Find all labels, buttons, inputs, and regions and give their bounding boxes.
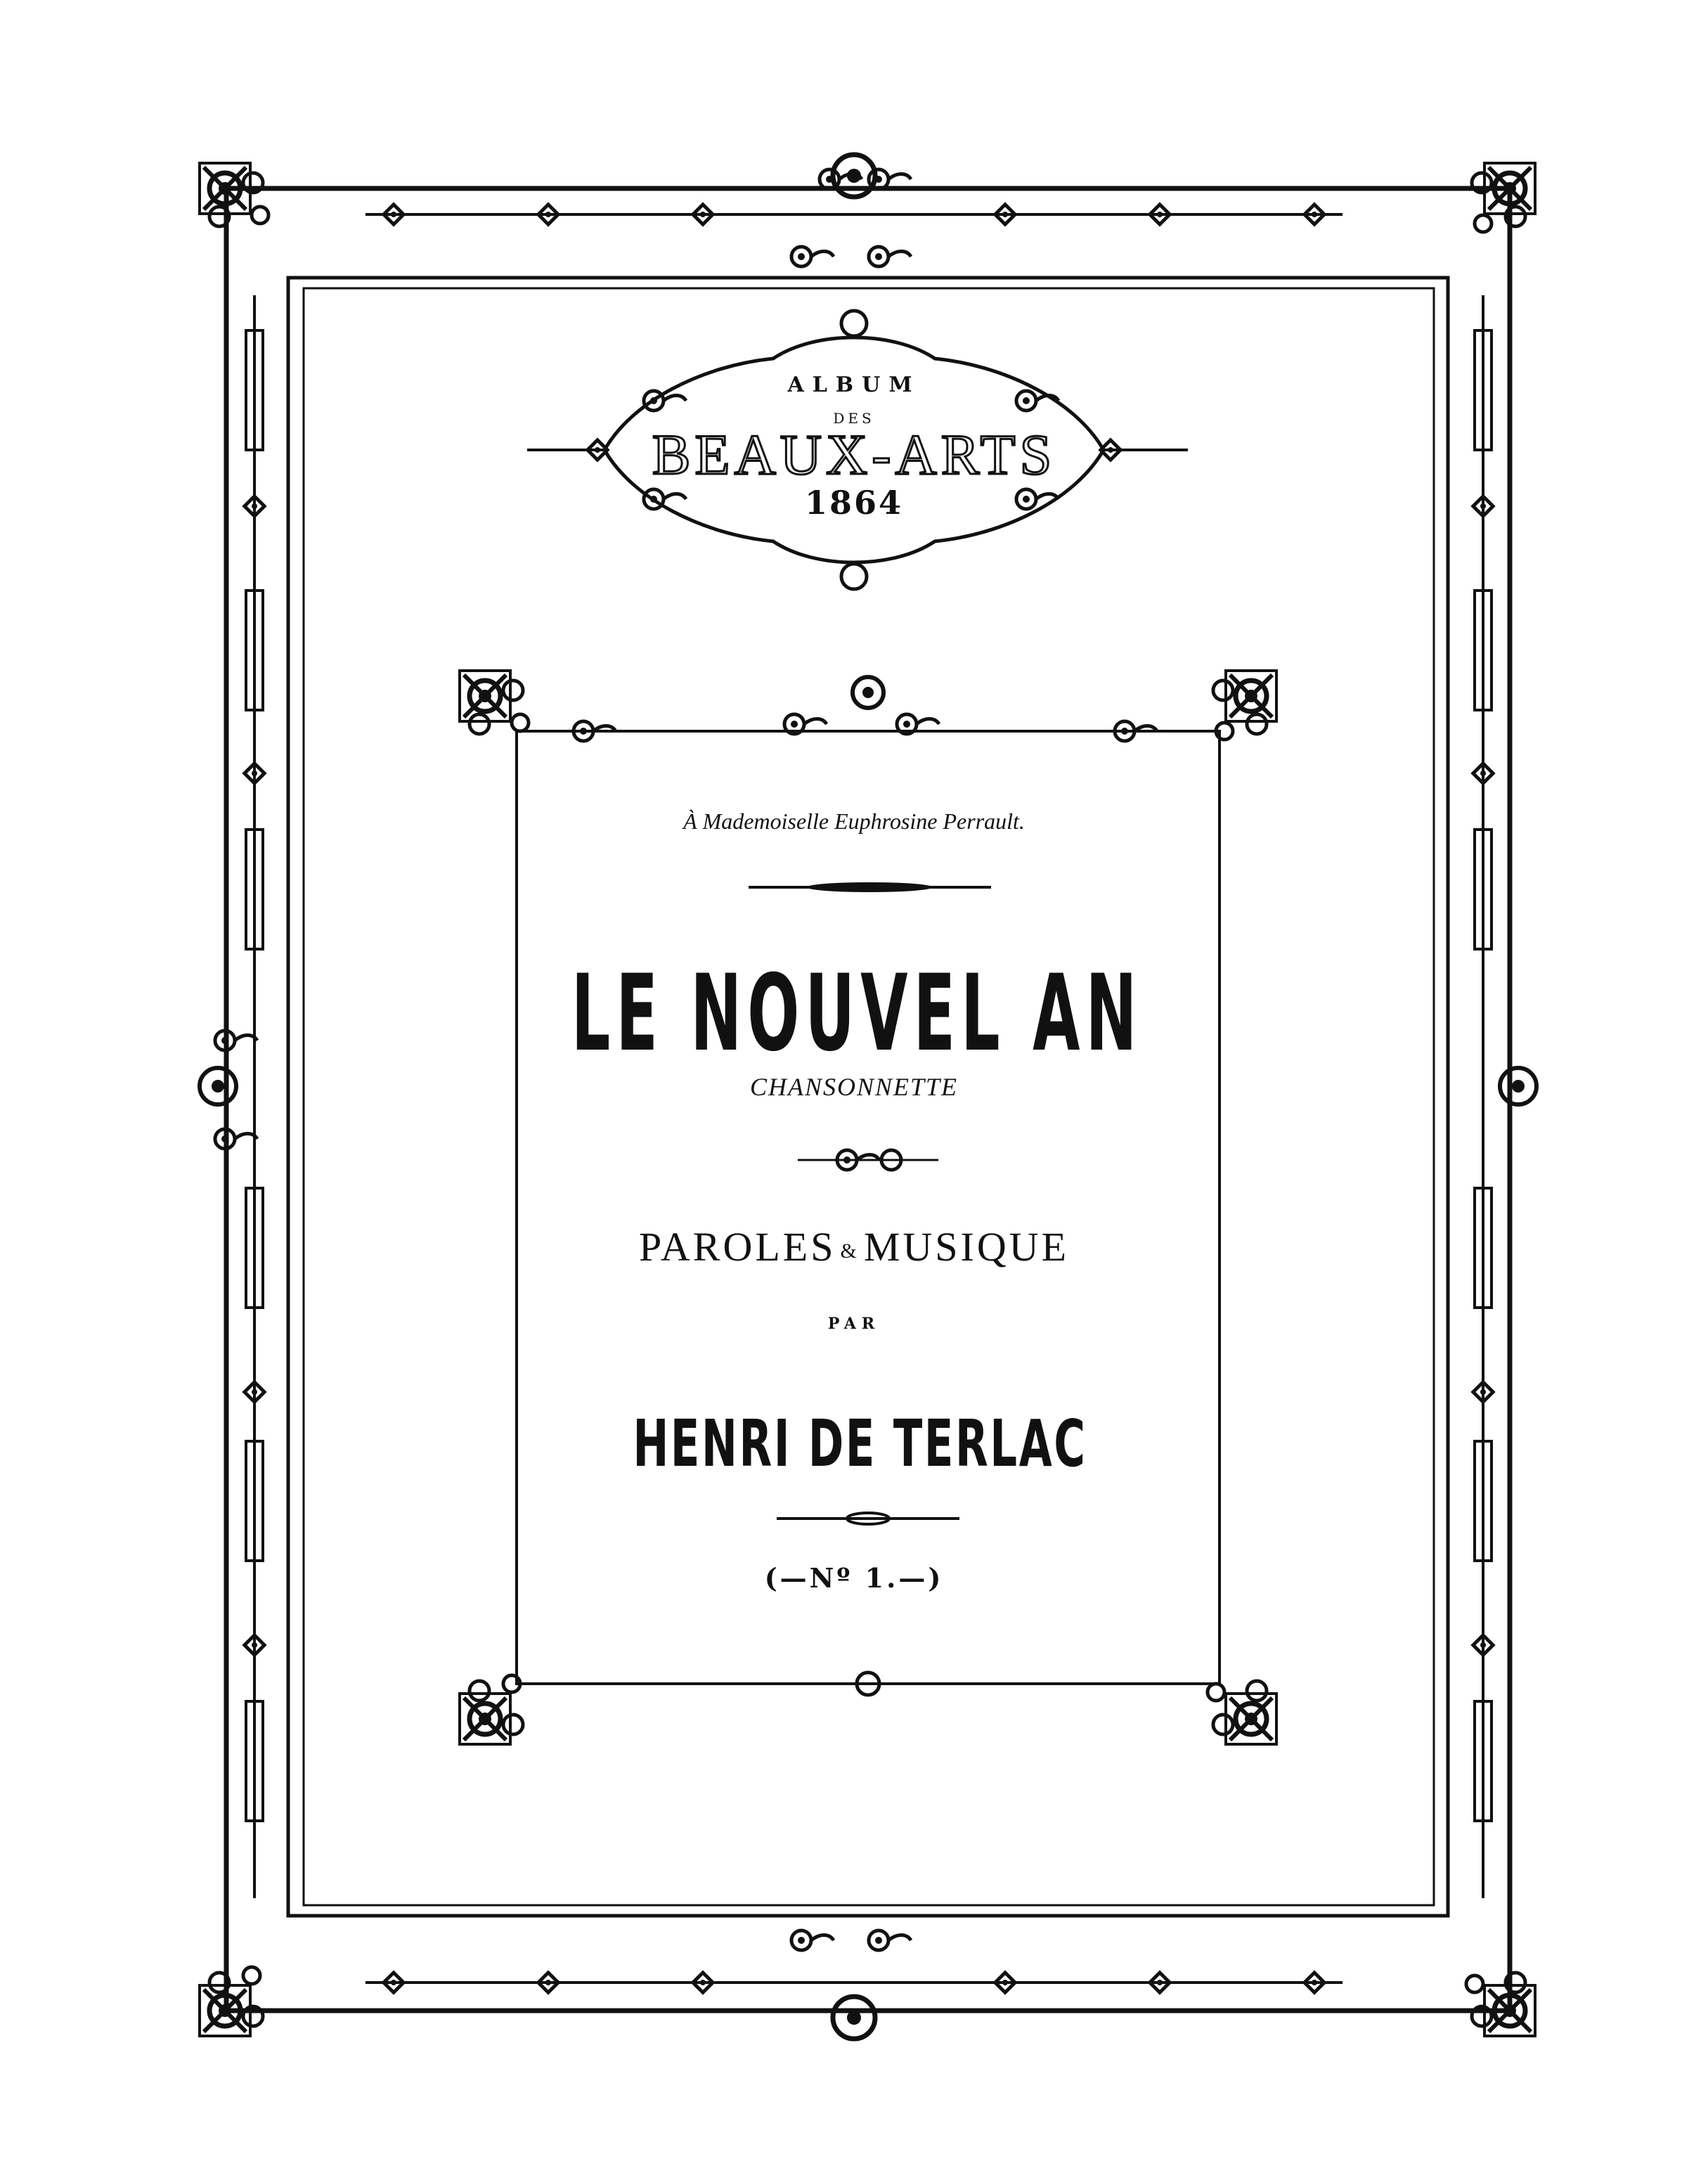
corner-flourish-icon	[200, 163, 269, 226]
issue-number: (—Nº 1.—)	[764, 1562, 944, 1594]
dedication: À Mademoiselle Euphrosine Perrault.	[683, 808, 1025, 834]
song-title: LE NOUVEL AN	[571, 953, 1143, 1075]
bead-rule	[749, 882, 991, 892]
musique-label: MUSIQUE	[863, 1224, 1070, 1270]
top-chain	[365, 155, 1343, 266]
album-year: 1864	[804, 484, 904, 522]
ampersand: &	[840, 1239, 860, 1263]
credits-line	[0, 1223, 1708, 1270]
bottom-chain	[365, 1931, 1343, 2039]
song-subtitle: CHANSONNETTE	[749, 1073, 959, 1101]
album-des: DES	[833, 410, 875, 427]
paroles-label: PAROLES	[638, 1224, 836, 1270]
author-name: HENRI DE TERLAC	[633, 1406, 1087, 1481]
lozenge-rule	[777, 1513, 959, 1524]
album-name: BEAUX-ARTS	[652, 423, 1056, 486]
small-ornament	[798, 1150, 938, 1170]
album-label: ALBUM	[787, 373, 921, 397]
par-label: PAR	[827, 1315, 881, 1333]
